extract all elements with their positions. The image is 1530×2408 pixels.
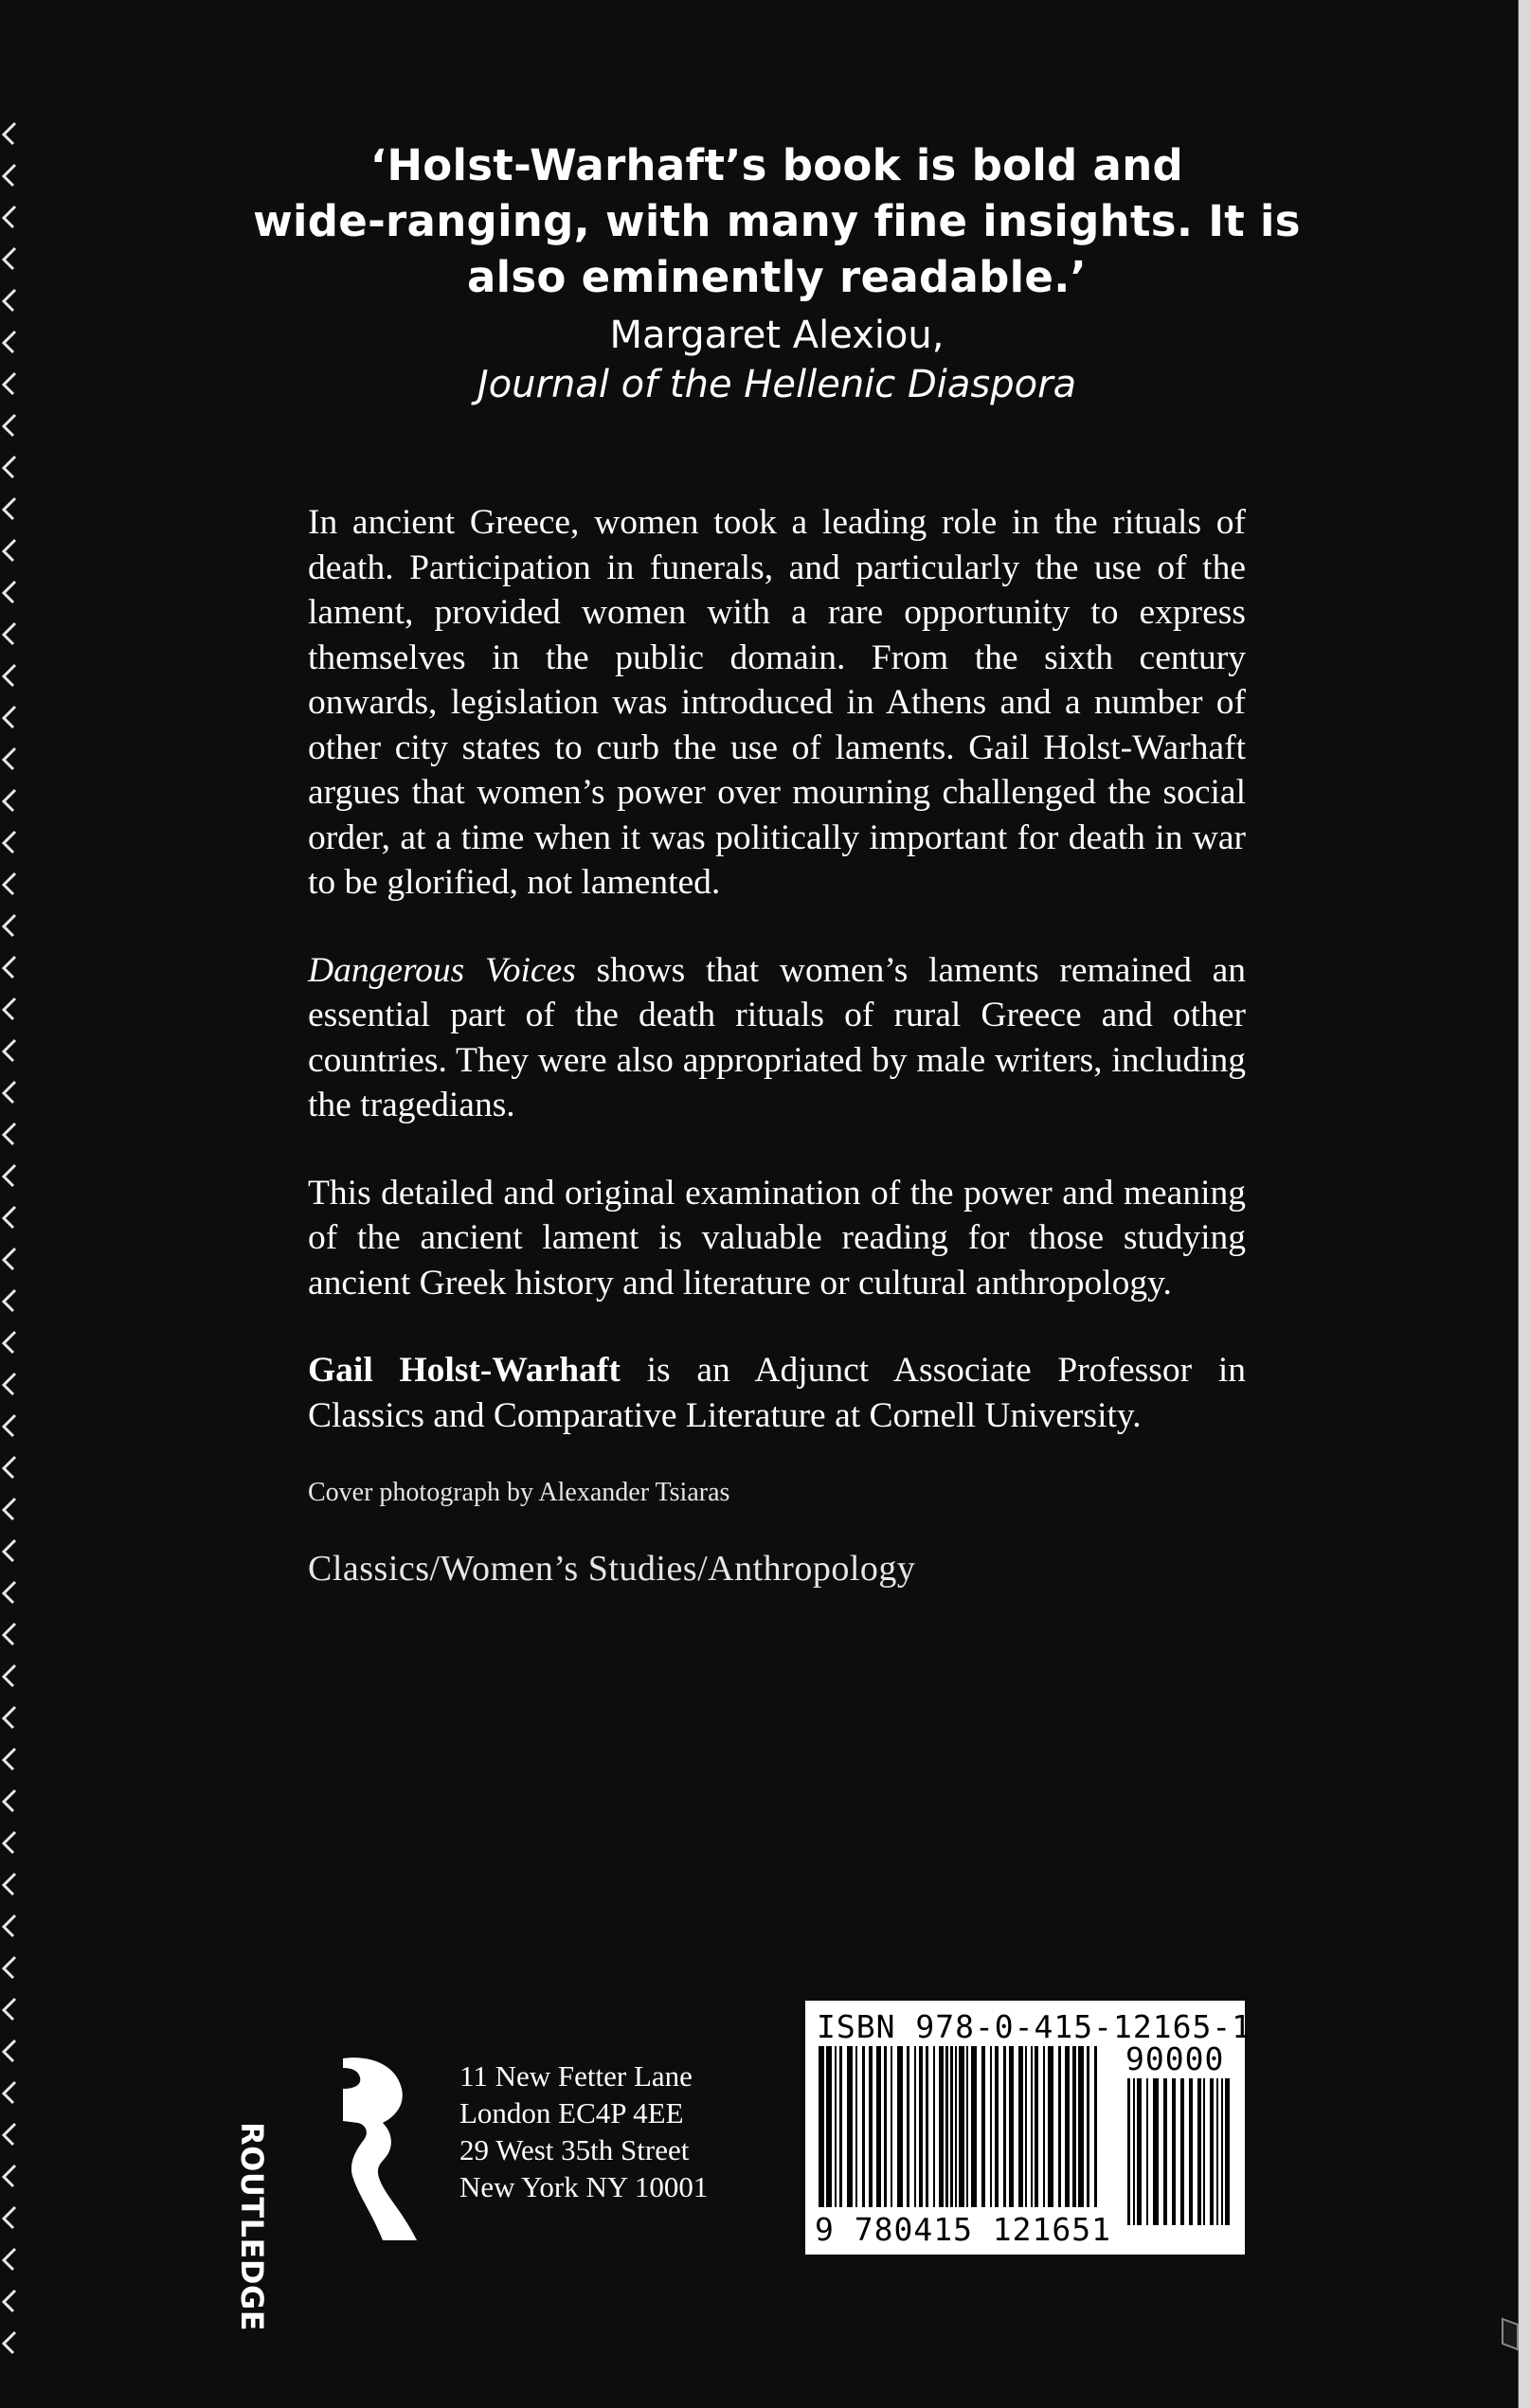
review-quote — [237, 137, 1317, 409]
cover-photo-credit: Cover photograph by Alexander Tsiaras — [308, 1478, 730, 1507]
corner-mark — [1499, 2315, 1521, 2353]
description-paragraph-2 — [308, 948, 1246, 1128]
spine-binding-marks — [0, 114, 21, 2368]
isbn-number: ISBN 978-0-415-12165-1 — [817, 2008, 1252, 2045]
subject-category: Classics/Women’s Studies/Anthropology — [308, 1549, 916, 1589]
publisher-address — [459, 2058, 763, 2205]
ean-barcode-bars — [817, 2046, 1101, 2207]
book-title: Dangerous Voices — [308, 950, 576, 990]
quote-line-3: also eminently readable.’ — [466, 252, 1088, 302]
ean-digits: 9 780415 121651 — [815, 2211, 1112, 2248]
description-paragraph-3: This detailed and original examination of the power and meaning of the ancient lament is valuable reading for those studying ancient Greek history and literature or cultural anthropology. — [308, 1173, 1246, 1303]
quote-source: Journal of the Hellenic Diaspora — [477, 363, 1077, 406]
addon-barcode-bars — [1125, 2078, 1230, 2225]
address-line-2: London EC4P 4EE — [459, 2096, 684, 2129]
address-line-1: 11 New Fetter Lane — [459, 2059, 693, 2093]
quote-text — [237, 137, 1317, 305]
book-description — [308, 500, 1246, 1591]
address-line-3: 29 West 35th Street — [459, 2133, 690, 2166]
routledge-logo-icon — [284, 2051, 426, 2245]
author-bio-text: is an Adjunct Associate Professor in Classics and Comparative Literature at Cornell University. — [308, 1351, 1246, 1435]
address-line-4: New York NY 10001 — [459, 2170, 709, 2203]
author-bio — [308, 1348, 1246, 1438]
author-name: Gail Holst-Warhaft — [308, 1351, 621, 1390]
isbn-barcode — [805, 2001, 1252, 2255]
description-paragraph-1: In ancient Greece, women took a leading role in the rituals of death. Participation in funerals, and particularly the use of the lament, provided women with a rare opportunity to express themselves in the public domain. From the sixth century onwards, legislation was introduced in Athens and a number of other city states to curb the use of laments. Gail Holst-Warhaft argues that women’s power over mourning challenged the social order, at a time when it was politically important for death in war to be glorified, not lamented. — [308, 503, 1246, 902]
price-code: 90000 — [1125, 2040, 1225, 2077]
routledge-wordmark: ROUTLEDGE — [234, 2122, 270, 2332]
quote-line-1: ‘Holst-Warhaft’s book is bold and — [369, 140, 1184, 190]
description-paragraph-2-text: shows that women’s laments remained an essential part of the death rituals of rural Greece and other countries. They were also appropriated by male writers, including the tragedians. — [308, 950, 1247, 1124]
quote-line-2: wide-ranging, with many fine insights. It is — [253, 196, 1301, 246]
quote-author: Margaret Alexiou, — [609, 314, 945, 357]
